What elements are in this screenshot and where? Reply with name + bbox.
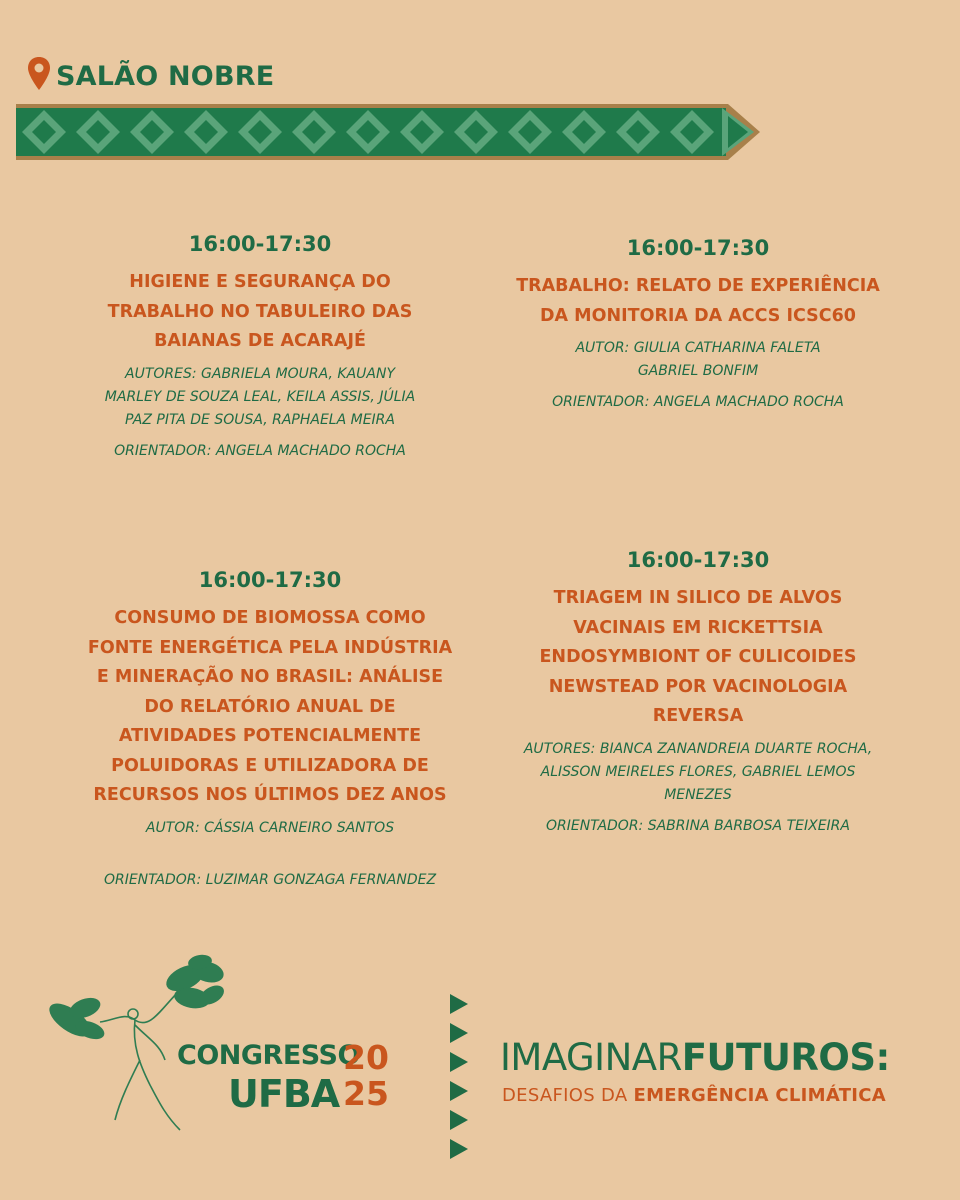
congress-label: CONGRESSO (177, 1040, 360, 1071)
theme-title (500, 1036, 890, 1079)
session-advisor: ORIENTADOR: LUZIMAR GONZAGA FERNANDEZ (103, 871, 437, 888)
session-card-3 (85, 568, 455, 892)
year-top: 20 (343, 1038, 389, 1077)
session-authors: AUTORES: GABRIELA MOURA, KAUANY MARLEY DE SOUZA LEAL, KEILA ASSIS, JÚLIA PAZ PITA DE SOUSA, RAPHAELA MEIRA (104, 365, 416, 428)
year-bottom: 25 (343, 1074, 389, 1113)
session-title: HIGIENE E SEGURANÇA DO TRABALHO NO TABULEIRO DAS BAIANAS DE ACARAJÉ (107, 272, 413, 351)
venue-header (26, 56, 274, 96)
session-authors: AUTOR: CÁSSIA CARNEIRO SANTOS (145, 819, 395, 836)
theme-subtitle-prefix: DESAFIOS DA (502, 1085, 634, 1106)
ufba-label: UFBA (228, 1072, 340, 1116)
session-authors: AUTORES: BIANCA ZANANDREIA DUARTE ROCHA, ALISSON MEIRELES FLORES, GABRIEL LEMOS MENEZES (523, 740, 873, 803)
session-time: 16:00-17:30 (626, 548, 770, 572)
session-advisor: ORIENTADOR: ANGELA MACHADO ROCHA (114, 442, 406, 459)
venue-title: SALÃO NOBRE (56, 60, 275, 92)
session-time: 16:00-17:30 (626, 236, 770, 260)
location-pin-icon (26, 56, 52, 96)
arrow-divider-icon (448, 992, 472, 1160)
session-card-1 (100, 232, 420, 463)
session-title: TRABALHO: RELATO DE EXPERIÊNCIA DA MONITORIA DA ACCS ICSC60 (516, 276, 880, 326)
theme-title-bold: FUTUROS: (681, 1036, 890, 1079)
decorative-pattern-band (16, 104, 760, 160)
session-title: CONSUMO DE BIOMOSSA COMO FONTE ENERGÉTICA PELA INDÚSTRIA E MINERAÇÃO NO BRASIL: ANÁLISE DO RELATÓRIO ANUAL DE ATIVIDADES POTENCIALMENTE POLUIDORAS E UTILIZADORA DE RECURSOS NOS ÚLTIMOS DEZ ANOS (87, 608, 453, 805)
session-advisor: ORIENTADOR: ANGELA MACHADO ROCHA (552, 394, 844, 410)
theme-title-light: IMAGINAR (500, 1036, 682, 1079)
session-time: 16:00-17:30 (198, 568, 342, 592)
session-advisor: ORIENTADOR: SABRINA BARBOSA TEIXEIRA (545, 817, 850, 834)
session-time: 16:00-17:30 (188, 232, 332, 256)
session-card-2 (515, 236, 881, 414)
theme-subtitle (502, 1085, 886, 1106)
session-authors: AUTOR: GIULIA CATHARINA FALETA GABRIEL BONFIM (575, 340, 821, 379)
theme-subtitle-bold: EMERGÊNCIA CLIMÁTICA (633, 1085, 887, 1106)
session-card-4 (508, 548, 888, 838)
session-title: TRIAGEM IN SILICO DE ALVOS VACINAIS EM RICKETTSIA ENDOSYMBIONT OF CULICOIDES NEWSTEAD POR VACINOLOGIA REVERSA (539, 588, 857, 726)
